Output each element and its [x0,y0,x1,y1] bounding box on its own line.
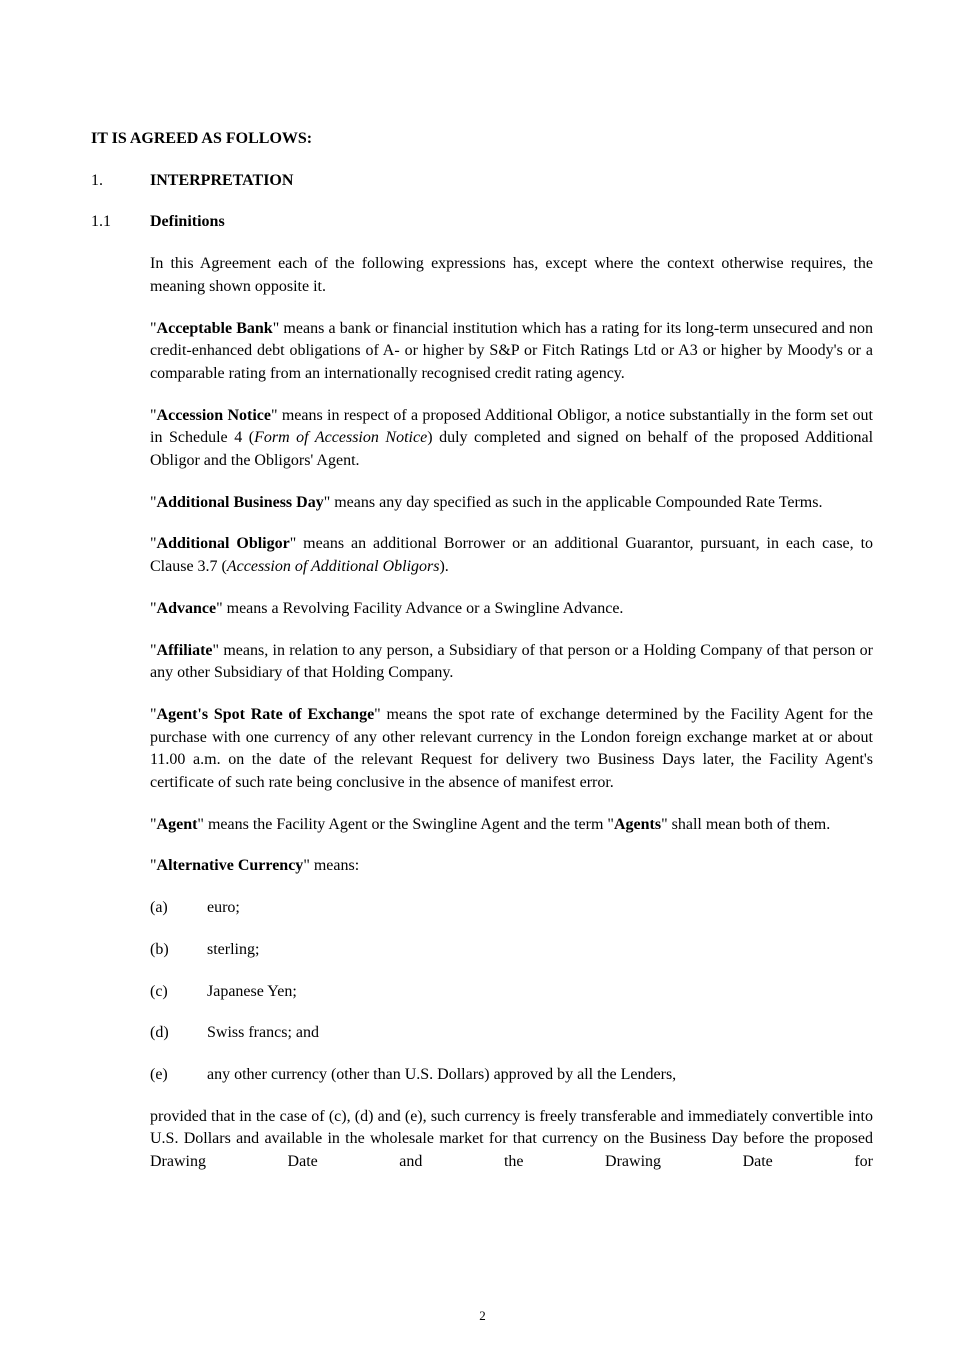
text-run: " means the spot rate of exchange determined by the Facility Agent for the purchase with one currency of any other relevant currency in the London foreign exchange market at or about 11.00 a.m. on the date of the relevant Request for delivery two Business Days later, the Facility Agent's certificate of such rate being conclusive in the absence of manifest error. [150,705,873,792]
defined-term: Agents [613,815,662,833]
list-item-label: (e) [150,1065,168,1083]
list-item [150,939,873,962]
body-paragraph [150,1106,873,1174]
text-run: " [150,535,157,553]
list-item-label: (c) [150,982,168,1000]
italic-reference: Form of Accession Notice [254,429,428,447]
list-item-label: (d) [150,1024,169,1042]
text-run: " [150,705,157,723]
section-number: 1. [91,171,103,189]
page-footer [0,1308,965,1323]
defined-term: Alternative Currency [156,857,304,875]
list-item-text: euro; [207,899,240,917]
text-run: " shall mean both of them. [661,815,831,833]
agreement-heading: IT IS AGREED AS FOLLOWS: [91,130,313,147]
text-run: " means: [303,857,360,875]
list-item-label: (a) [150,899,168,917]
text-run: ) duly completed and signed on behalf of the proposed Additional Obligor and the Obligors' Agent. [150,429,874,470]
text-run: " means a bank or financial institution which has a rating for its long-term unsecured and non credit-enhanced debt obligations of A- or higher by S&P or Fitch Ratings Ltd or A3 or higher by Moody's or a comparable rating from an internationally recognised credit rating agency. [150,319,874,382]
list-item-text: any other currency (other than U.S. Dollars) approved by all the Lenders, [207,1065,677,1083]
list-item-text: Swiss francs; and [207,1024,319,1042]
defined-term: Accession Notice [156,406,272,424]
subsection-title: Definitions [150,213,225,231]
text-run: " means, in relation to any person, a Subsidiary of that person or a Holding Company of that person or any other Subsidiary of that Holding Company. [150,641,873,682]
text-run: " [150,406,157,424]
definition-paragraph [150,318,873,386]
text-run: " [150,857,157,875]
text-run: " means any day specified as such in the applicable Compounded Rate Terms. [323,493,823,511]
subsection-number: 1.1 [91,213,111,231]
definition-paragraph [150,814,873,837]
definition-paragraph [150,492,873,515]
list-item [150,1064,873,1087]
definition-paragraph [150,704,873,795]
list-item [150,897,873,920]
text-run: " [150,815,157,833]
text-run: " means a Revolving Facility Advance or a Swingline Advance. [216,599,624,617]
section-title: INTERPRETATION [150,171,294,189]
list-item [150,981,873,1004]
defined-term: Agent [156,815,198,833]
definition-paragraph [150,640,873,685]
definition-paragraph [150,405,873,473]
text-run: In this Agreement each of the following expressions has, except where the context otherwise requires, the meaning shown opposite it. [150,255,873,295]
section-heading [91,170,873,193]
defined-term: Agent's Spot Rate of Exchange [156,705,375,723]
defined-term: Advance [156,599,217,617]
list-item-text: sterling; [207,940,260,958]
defined-term: Additional Obligor [156,535,290,553]
text-run: " [150,319,157,337]
text-run: " means the Facility Agent or the Swingline Agent and the term " [197,815,614,833]
body-paragraph [150,253,873,298]
list-item-text: Japanese Yen; [207,982,297,1000]
document-body [150,253,873,1174]
defined-term: Additional Business Day [156,493,324,511]
definition-paragraph [150,598,873,621]
definition-paragraph [150,533,873,578]
definition-paragraph [150,855,873,878]
italic-reference: Accession of Additional Obligors [226,558,440,576]
page-number: 2 [479,1308,486,1323]
text-run: " means an additional Borrower or an additional Guarantor, pursuant, in each case, to Clause 3.7 ( [150,535,874,576]
list-item-label: (b) [150,940,169,958]
text-run: provided that in the case of (c), (d) and (e), such currency is freely transferable and immediately convertible into U.S. Dollars and available in the wholesale market for that currency on the Business Day before the proposed Drawing Date and the Drawing Date for [150,1107,873,1171]
list-item [150,1022,873,1045]
defined-term: Affiliate [156,641,213,659]
subsection-heading [91,211,873,234]
defined-term: Acceptable Bank [156,319,273,337]
text-run: " [150,599,157,617]
text-run: " means in respect of a proposed Additional Obligor, a notice substantially in the form set out in Schedule 4 ( [150,406,873,447]
text-run: " [150,493,157,511]
text-run: " [150,641,157,659]
agreement-heading-row [91,128,873,151]
text-run: ). [439,558,449,576]
